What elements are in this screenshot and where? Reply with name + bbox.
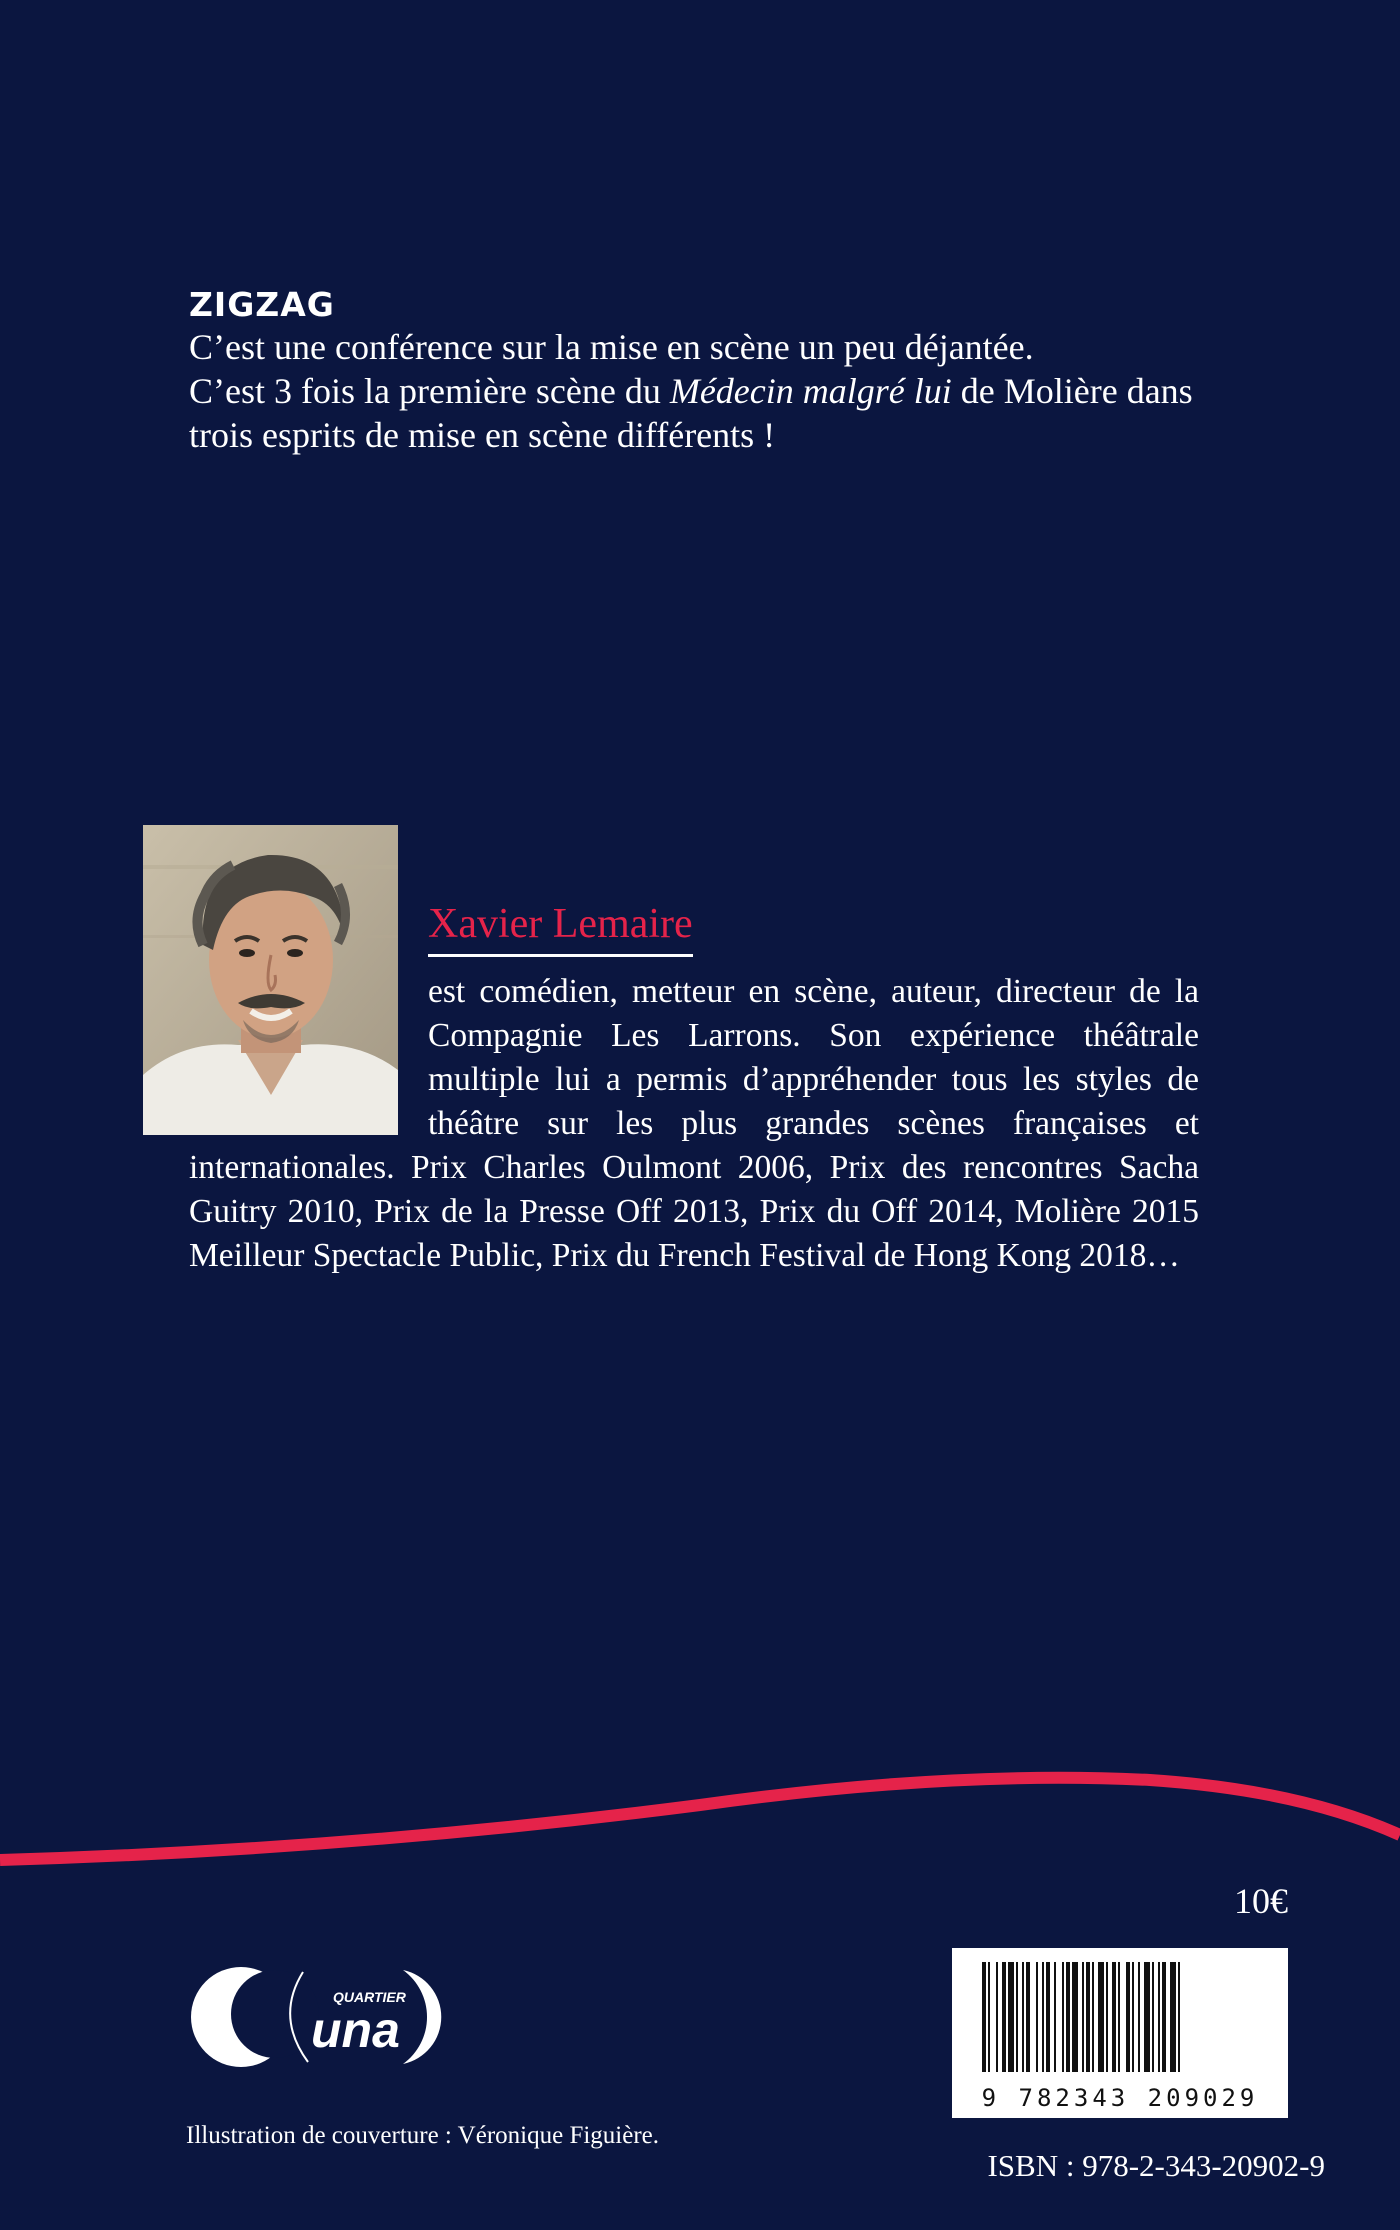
barcode-bar (988, 1962, 990, 2072)
barcode-bar (1086, 1962, 1090, 2072)
illustration-credit: Illustration de couverture : Véronique Figuière. (186, 2122, 660, 2149)
barcode-bar (1170, 1962, 1176, 2072)
blurb-line-2 (189, 369, 1199, 457)
barcode-bar (1112, 1962, 1116, 2072)
barcode-bar (1026, 1962, 1030, 2072)
blurb-text (189, 325, 1199, 457)
barcode-bar (1022, 1962, 1024, 2072)
barcode-bars (952, 1948, 1288, 2083)
blurb-line-1: C’est une conférence sur la mise en scène un peu déjantée. (189, 327, 1034, 367)
blurb-title: ZIGZAG (189, 285, 335, 324)
barcode-bar (1036, 1962, 1038, 2072)
decorative-wave (0, 1730, 1400, 1880)
barcode (952, 1948, 1288, 2118)
barcode-bar (1118, 1962, 1120, 2072)
barcode-bar (1062, 1962, 1064, 2072)
barcode-bar (1138, 1962, 1140, 2072)
barcode-bar (1178, 1962, 1180, 2072)
barcode-bar (1082, 1962, 1084, 2072)
barcode-bar (1098, 1962, 1104, 2072)
barcode-bar (1042, 1962, 1044, 2072)
barcode-bar (1144, 1962, 1150, 2072)
barcode-bar (1008, 1962, 1014, 2072)
publisher-logo (183, 1952, 453, 2082)
logo-top-text: QUARTIER (333, 1989, 406, 2005)
barcode-bar (1152, 1962, 1154, 2072)
barcode-bar (1002, 1962, 1006, 2072)
barcode-bar (1158, 1962, 1160, 2072)
author-bio (189, 970, 1199, 1278)
barcode-bar (982, 1962, 986, 2072)
barcode-bar (1072, 1962, 1078, 2072)
author-name: Xavier Lemaire (428, 900, 693, 957)
price: 10€ (1234, 1881, 1288, 1921)
barcode-bar (1106, 1962, 1108, 2072)
barcode-bar (1162, 1962, 1166, 2072)
isbn: ISBN : 978-2-343-20902-9 (987, 2148, 1325, 2183)
barcode-bar (996, 1962, 998, 2072)
blurb-line-2-start: C’est 3 fois la première scène du (189, 371, 670, 411)
barcode-bar (1126, 1962, 1130, 2072)
barcode-digits: 9 782343 209029 (981, 2084, 1259, 2112)
barcode-bar (1132, 1962, 1134, 2072)
barcode-bar (1046, 1962, 1050, 2072)
logo-main-text: una (311, 2002, 400, 2058)
barcode-bar (1092, 1962, 1094, 2072)
barcode-bar (1016, 1962, 1018, 2072)
blurb-line-2-end: de Molière dans trois esprits de mise en scène différents ! (189, 371, 1193, 455)
author-bio-text: est comédien, metteur en scène, auteur, directeur de la Compagnie Les Larrons. Son expérience théâtrale multiple lui a permis d’appréhender tous les styles de théâtre sur les plus grandes scènes françaises et internationales. Prix Charles Oulmont 2006, Prix des rencontres Sacha Guitry 2010, Prix de la Presse Off 2013, Prix du Off 2014, Molière 2015 Meilleur Spectacle Public, Prix du French Festival de Hong Kong 2018… (189, 973, 1199, 1274)
play-title: Médecin malgré lui (669, 371, 952, 411)
barcode-bar (1054, 1962, 1056, 2072)
photo-spacer (189, 970, 428, 1142)
barcode-bar (1066, 1962, 1070, 2072)
